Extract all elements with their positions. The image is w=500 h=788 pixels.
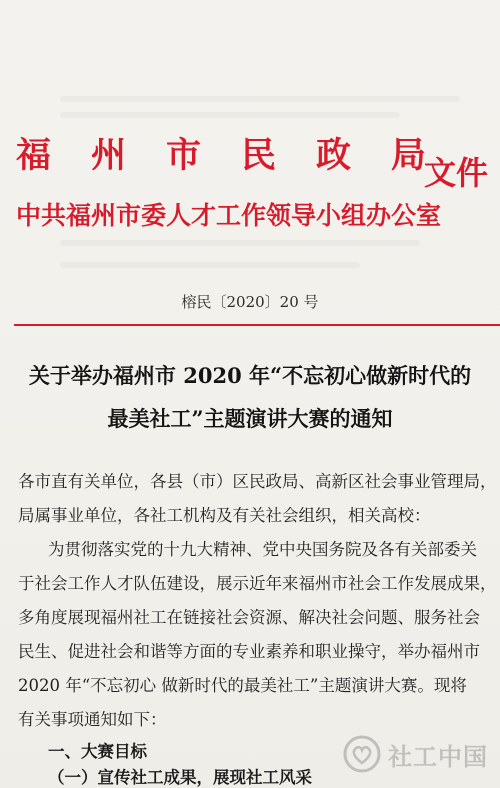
show-through-noise [60,96,460,102]
issuer-bureau-name [16,128,426,178]
addressee-line-2: 局属事业单位，各社工机构及有关社会组织，相关高校： [18,506,431,525]
watermark [342,730,492,778]
paragraph-line: 为贯彻落实党的十九大精神、党中央国务院及各有关部委关 [48,540,477,559]
document-number: 榕民〔2020〕20 号 [181,293,319,311]
doc-type-label: 文件 [424,154,489,192]
watermark-text: 社工中国 [388,742,488,771]
subsection-heading: （一）宣传社工成果，展现社工风采 [48,768,312,787]
bureau-char: 民 [240,135,276,176]
paragraph-line: 2020 年“不忘初心 做新时代的最美社工”主题演讲大赛。现将 [18,676,467,695]
show-through-noise [60,262,360,268]
section-heading: 一、大赛目标 [48,742,147,761]
addressee-line-1: 各市直有关单位，各县（市）区民政局、高新区社会事业管理局， [18,472,497,491]
notice-title-line-2: 最美社工”主题演讲大赛的通知 [107,406,393,431]
paragraph-line: 于社会工作人才队伍建设，展示近年来福州市社会工作发展成果， [18,574,497,593]
notice-title-line-1: 关于举办福州市 2020 年“不忘初心做新时代的 [28,363,472,388]
bureau-char: 市 [165,135,201,176]
paragraph-line: 有关事项通知如下： [18,710,167,729]
bureau-char: 政 [315,135,351,176]
issuer-office-name: 中共福州市委人才工作领导小组办公室 [16,201,442,230]
bureau-char: 福 [16,135,52,176]
bureau-char: 局 [390,135,426,176]
paragraph-line: 多角度展现福州社工在链接社会资源、解决社会问题、服务社会 [18,608,480,627]
show-through-noise [60,112,400,118]
heart-hand-logo-icon [342,734,382,774]
show-through-noise [60,240,420,246]
red-divider-line [14,324,500,326]
bureau-char: 州 [90,135,126,176]
paragraph-line: 民生、促进社会和谐等方面的专业素养和职业操守，举办福州市 [18,642,480,661]
